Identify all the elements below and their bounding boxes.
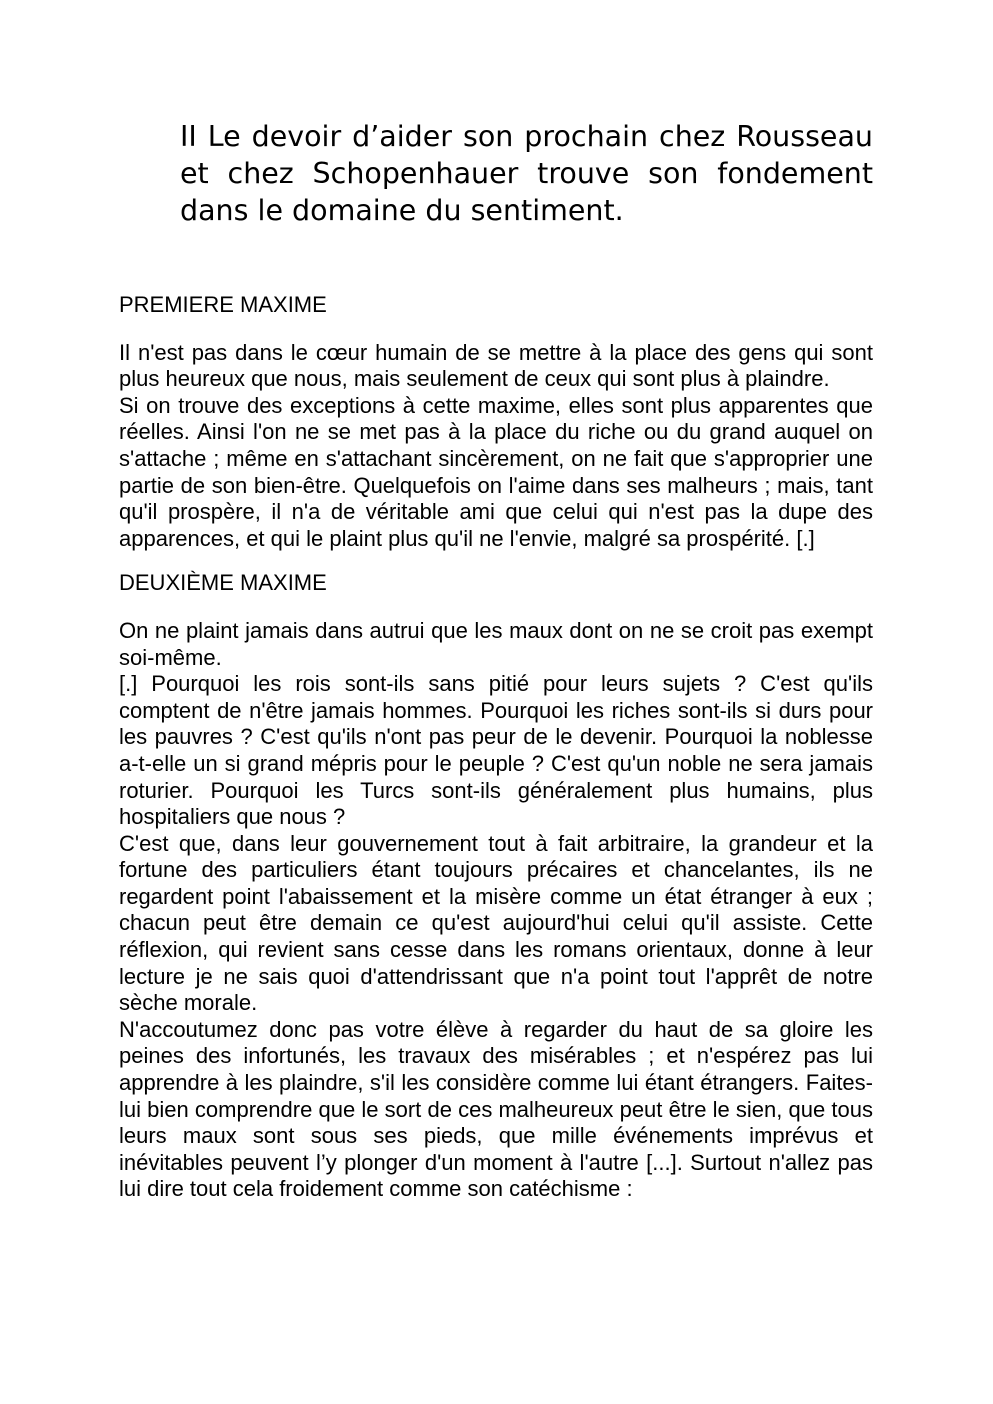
- section-spacer: [119, 552, 873, 570]
- second-maxim-paragraph: On ne plaint jamais dans autrui que les maux dont on ne se croit pas exempt soi-même.: [119, 617, 873, 670]
- first-maxim-paragraph: Il n'est pas dans le cœur humain de se mettre à la place des gens qui sont plus heureux que nous, mais seulement de ceux qui sont plus à plaindre.: [119, 339, 873, 392]
- first-maxim-title: PREMIERE MAXIME: [119, 292, 327, 317]
- second-maxim-paragraph: C'est que, dans leur gouvernement tout à fait arbitraire, la grandeur et la fortune des particuliers étant toujours précaires et chancelantes, ils ne regardent point l'abaissement et la misère comme un état étranger à eux ; chacun peut être demain ce qu'est aujourd'hui celui qu'il assiste. Cette réflexion, qui revient sans cesse dans les romans orientaux, donne à leur lecture je ne sais quoi d'attendrissant que n'a point tout l'apprêt de notre sèche morale.: [119, 830, 873, 1016]
- section-heading: II Le devoir d’aider son prochain chez Rousseau et chez Schopenhauer trouve son fondement dans le domaine du sentiment.: [180, 120, 873, 227]
- first-maxim-paragraph: Si on trouve des exceptions à cette maxime, elles sont plus apparentes que réelles. Ainsi l'on ne se met pas à la place du riche ou du grand auquel on s'attache ; même en s'attachant sincèrement, on ne fait que s'approprier une partie de son bien-être. Quelquefois on l'aime dans ses malheurs ; mais, tant qu'il prospère, il n'a de véritable ami que celui qui n'est pas la dupe des apparences, et qui le plaint plus qu'il ne l'envie, malgré sa prospérité. [.]: [119, 392, 873, 551]
- document-body: [119, 292, 873, 1203]
- second-maxim-title: DEUXIÈME MAXIME: [119, 570, 327, 596]
- second-maxim-paragraph: N'accoutumez donc pas votre élève à regarder du haut de sa gloire les peines des infortunés, les travaux des misérables ; et n'espérez pas lui apprendre à les plaindre, s'il les considère comme lui étant étrangers. Faites-lui bien comprendre que le sort de ces malheureux peut être le sien, que tous leurs maux sont sous ses pieds, que mille événements imprévus et inévitables peuvent l’y plonger d'un moment à l'autre [...]. Surtout n'allez pas lui dire tout cela froidement comme son catéchisme :: [119, 1016, 873, 1202]
- second-maxim-paragraph: [.] Pourquoi les rois sont-ils sans pitié pour leurs sujets ? C'est qu'ils comptent de n'être jamais hommes. Pourquoi les riches sont-ils si durs pour les pauvres ? C'est qu'ils n'ont pas peur de le devenir. Pourquoi la noblesse a-t-elle un si grand mépris pour le peuple ? C'est qu'un noble ne sera jamais roturier. Pourquoi les Turcs sont-ils généralement plus humains, plus hospitaliers que nous ?: [119, 671, 873, 830]
